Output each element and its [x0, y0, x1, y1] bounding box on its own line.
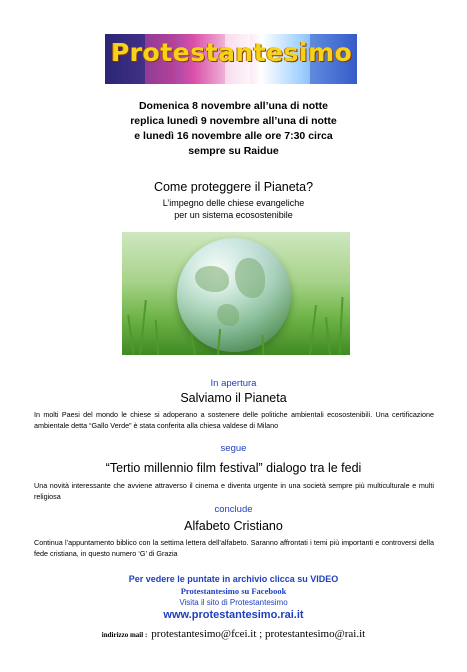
site-url-link[interactable]: www.protestantesimo.rai.it [163, 609, 304, 621]
schedule-line: e lunedì 16 novembre alle ore 7:30 circa [134, 130, 333, 142]
schedule-line: Domenica 8 novembre all’una di notte [138, 100, 329, 112]
globe-image [177, 238, 291, 352]
section-label-segue: segue [220, 443, 247, 454]
visit-site-text: Visita il sito di Protestantesimo [179, 598, 288, 607]
section-text-salviamo: In molti Paesi del mondo le chiese si adoperano a sostenere delle politiche ambientali ecosostenibili. Una certificazione ambientale detta “Gallo Verde” è stata conferita alla chiesa valdese di Milano [34, 410, 434, 430]
protestantesimo-banner [105, 34, 357, 84]
section-title-alfabeto: Alfabeto Cristiano [184, 519, 283, 533]
facebook-link[interactable]: Protestantesimo su Facebook [180, 586, 287, 596]
video-archive-link[interactable]: Per vedere le puntate in archivio clicca su VIDEO [128, 574, 339, 584]
feature-subtitle [0, 197, 467, 221]
feature-subtitle-line: L’impegno delle chiese evangeliche [162, 198, 305, 208]
section-text-alfabeto: Continua l’appuntamento biblico con la settima lettera dell’alfabeto. Saranno affrontati i temi più importanti e controversi della fede cristiana, in questo numero ‘G’ di Grazia [34, 538, 434, 558]
section-label-conclude: conclude [214, 504, 253, 515]
mail-label: indirizzo mail : [101, 631, 148, 639]
section-label-in-apertura: In apertura [210, 378, 257, 389]
globe-on-grass-photo [122, 232, 350, 355]
section-title-salviamo: Salviamo il Pianeta [180, 391, 287, 405]
mail-line [0, 624, 467, 642]
schedule-line: sempre su Raidue [188, 145, 279, 157]
section-text-film-festival: Una novità interessante che avviene attraverso il cinema e diventa urgente in una società sempre più multiculturale e multi religiosa [34, 481, 434, 501]
banner-logo-text: Protestantesimo [111, 38, 353, 67]
feature-subtitle-line: per un sistema ecosostenibile [174, 210, 293, 220]
mail-addresses-link[interactable]: protestantesimo@fcei.it ; protestantesimo@rai.it [151, 628, 366, 640]
feature-title: Come proteggere il Pianeta? [153, 180, 314, 194]
schedule-line: replica lunedì 9 novembre all’una di notte [130, 115, 337, 127]
broadcast-schedule [0, 99, 467, 159]
section-title-film-festival: “Tertio millennio film festival” dialogo tra le fedi [105, 461, 362, 475]
